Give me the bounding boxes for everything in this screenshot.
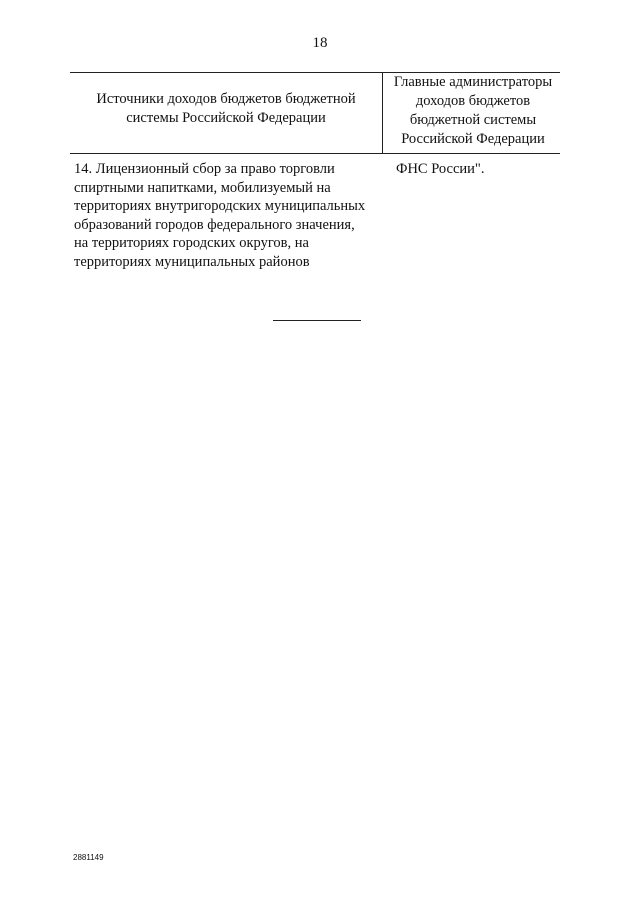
row-source-line: 14. Лицензионный сбор за право торговли xyxy=(74,161,335,177)
table-column-divider xyxy=(382,72,383,153)
row-source-line: на территориях городских округов, на xyxy=(74,235,309,251)
row-source-line: территориях внутригородских муниципальных xyxy=(74,198,366,214)
page-number: 18 xyxy=(312,35,328,51)
header-sources-line: системы Российской Федерации xyxy=(126,110,326,126)
row-source-line: спиртными напитками, мобилизуемый на xyxy=(74,179,331,196)
row-source-line: образований городов федерального значения, xyxy=(74,216,355,233)
header-admin-line: доходов бюджетов xyxy=(415,93,531,109)
table-header-administrators xyxy=(386,73,560,149)
header-sources-line: Источники доходов бюджетов бюджетной xyxy=(96,91,356,107)
row-source-line: территориях муниципальных районов xyxy=(74,253,310,270)
table-header-bottom-border xyxy=(70,153,560,154)
header-admin-line: бюджетной системы xyxy=(409,112,537,128)
table-row-administrator: ФНС России". xyxy=(396,161,485,177)
table-header-sources xyxy=(74,90,378,128)
document-code: 2881149 xyxy=(73,853,104,862)
table-row-source xyxy=(74,160,378,271)
header-admin-line: Российской Федерации xyxy=(401,131,545,147)
header-admin-line: Главные администраторы xyxy=(393,74,553,90)
end-of-text-rule xyxy=(273,320,361,321)
